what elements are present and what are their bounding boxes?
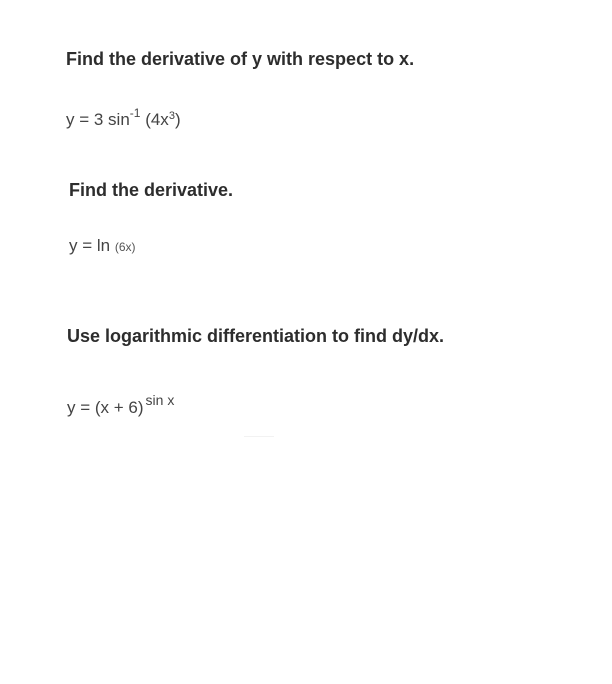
expression-lhs: y = ln	[69, 236, 115, 255]
expression-argument: (6x)	[114, 240, 136, 254]
argument-exponent: 3	[168, 110, 175, 122]
question-3-expression	[67, 392, 174, 418]
question-1-expression	[66, 106, 181, 130]
question-1-title: Find the derivative of y with respect to x.	[66, 49, 415, 69]
question-3-title: Use logarithmic differentiation to find dy/dx.	[67, 326, 445, 346]
question-2-title: Find the derivative.	[69, 180, 234, 200]
expression-base: y = (x + 6)	[67, 398, 144, 417]
expression-lhs: y = 3 sin	[66, 110, 130, 129]
faint-divider	[244, 436, 274, 437]
expression-exponent: sin x	[145, 392, 175, 408]
inverse-exponent: -1	[129, 106, 141, 120]
argument-open: (4x	[140, 110, 169, 129]
question-2-expression	[69, 236, 136, 256]
argument-close: )	[174, 110, 181, 129]
